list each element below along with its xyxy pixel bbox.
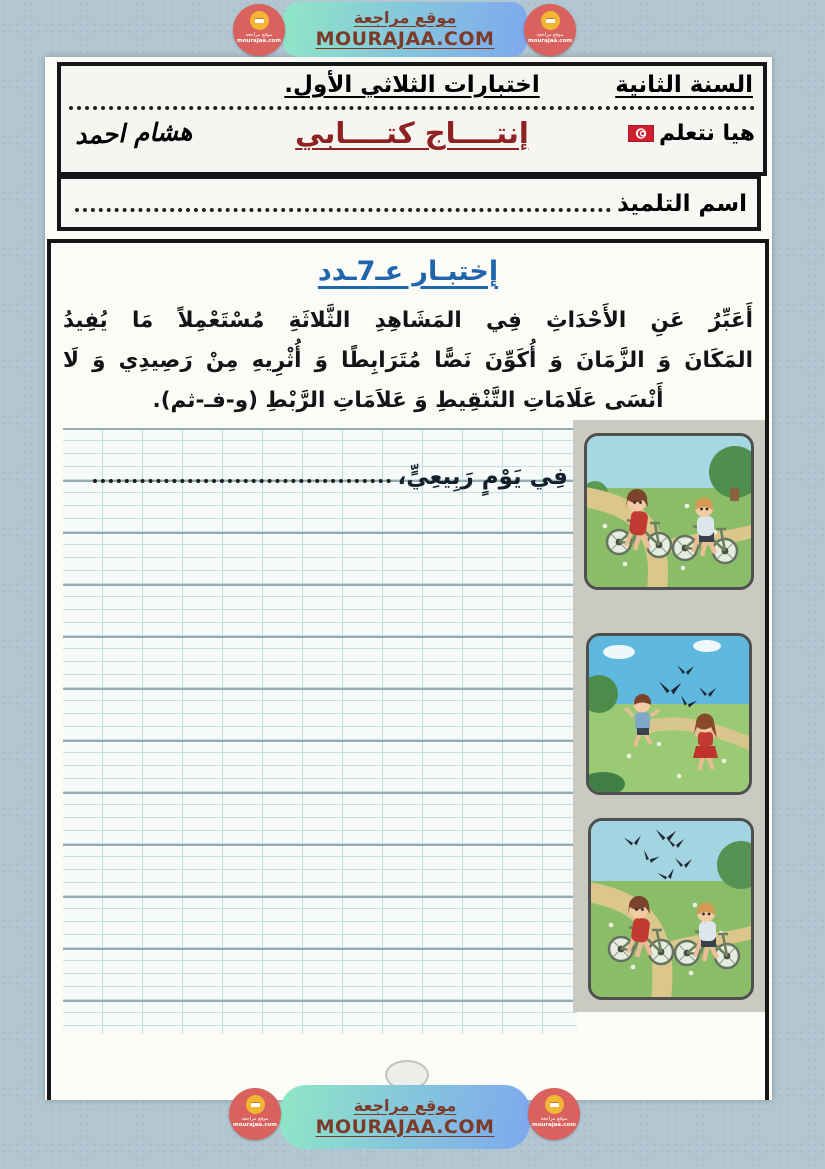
top-banner-site: MOURAJAA.COM <box>315 28 495 50</box>
instruction-line: أَعَبِّرُ عَنِ الأَحْدَاثِ فِي المَشَاهِدِ الثَّلاثَةِ مُسْتَعْمِلاً مَا يُفِيدُ <box>63 308 753 333</box>
writing-prompt <box>89 454 568 490</box>
book-icon <box>545 1095 564 1114</box>
lets-learn-text: هيا نتعلم <box>658 120 755 146</box>
test-title: إختبـار عـ7ـدد <box>317 256 499 287</box>
scenes-strip <box>573 420 765 1012</box>
instruction-line: المَكَانَ وَ الزَّمَانَ وَ أُكَوِّنَ نَصًّا مُتَرَابِطًا وَ أُثْرِيهِ مِنْ رَصِيدِي وَ لَا <box>63 348 753 373</box>
book-icon <box>541 11 560 30</box>
badge-label: موقع مراجعة <box>540 1116 568 1122</box>
scene-2-chasing-butterflies <box>586 633 752 795</box>
top-banner-title-ar: موقع مراجعة <box>353 8 457 27</box>
badge-site: mourajaa.com <box>527 38 573 44</box>
bottom-banner <box>280 1085 530 1149</box>
scene-3-cycling-with-butterflies <box>588 818 754 1000</box>
school-year-label: السنة الثانية <box>615 72 753 98</box>
teacher-signature: هشام احمد <box>74 116 193 150</box>
bottom-banner-site: MOURAJAA.COM <box>315 1115 495 1138</box>
mourajaa-badge <box>524 4 576 56</box>
book-icon <box>246 1095 265 1114</box>
exams-term-title: اختبارات الثلاثي الأول. <box>284 72 540 98</box>
mourajaa-badge <box>229 1088 281 1140</box>
worksheet-page <box>45 57 772 1100</box>
badge-site: mourajaa.com <box>236 38 282 44</box>
top-banner <box>283 2 527 57</box>
exam-box <box>47 239 769 1100</box>
badge-label: موقع مراجعة <box>536 32 564 38</box>
instruction-line: أَنْسَى عَلَامَاتِ التَّنْقِيطِ وَ عَلاَمَاتِ الرَّبْطِ (و-فـ-ثم). <box>152 388 664 413</box>
scene-1-kids-cycling <box>584 433 754 590</box>
student-name-label: اسم التلميذ <box>617 191 747 217</box>
instructions-paragraph <box>63 301 753 421</box>
badge-site: mourajaa.com <box>232 1122 278 1128</box>
mourajaa-badge <box>233 4 285 56</box>
student-name-dotted-line <box>75 208 611 212</box>
writing-grid <box>63 428 577 1034</box>
badge-label: موقع مراجعة <box>245 32 273 38</box>
header-box <box>57 62 767 176</box>
lets-learn-slogan <box>628 121 763 146</box>
header-dotted-line <box>69 105 755 110</box>
subject-title: إنتــــاج كتــــابي <box>295 116 529 150</box>
student-name-box <box>57 175 761 231</box>
tunisia-flag-icon <box>628 125 654 142</box>
book-icon <box>250 11 269 30</box>
mourajaa-badge <box>528 1088 580 1140</box>
bottom-banner-title-ar: موقع مراجعة <box>353 1095 457 1115</box>
badge-site: mourajaa.com <box>531 1122 577 1128</box>
prompt-dotted-line <box>93 479 391 483</box>
prompt-text: فِي يَوْمٍ رَبِيعِيٍّ، <box>397 464 568 490</box>
badge-label: موقع مراجعة <box>241 1116 269 1122</box>
